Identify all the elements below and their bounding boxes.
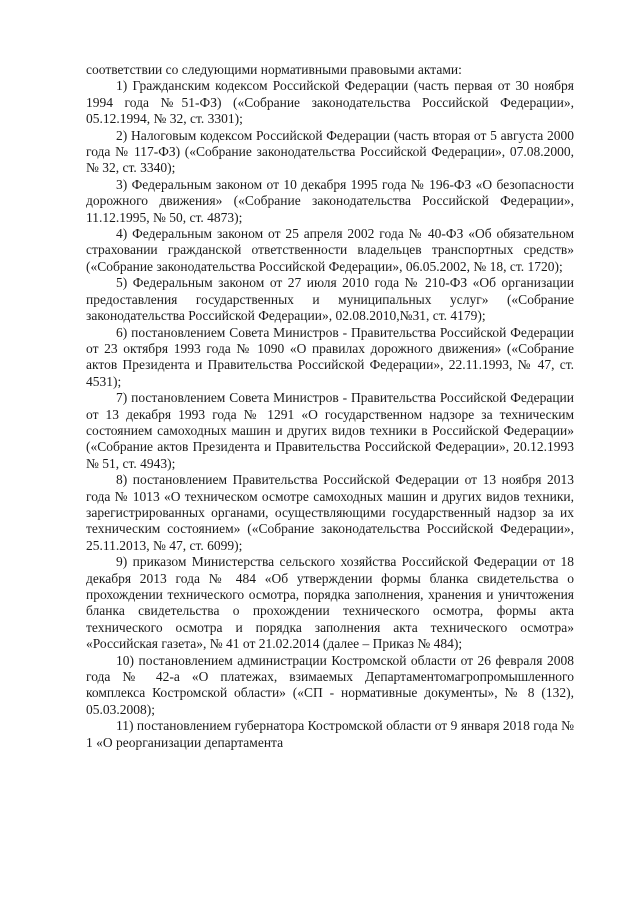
list-item-1: 1) Гражданским кодексом Российской Федерации (часть первая от 30 ноября 1994 года №51-ФЗ) («Собрание законодательства Российской Федерации», 05.12.1994, № 32, ст. 3301);: [86, 78, 574, 127]
list-item-11: 11) постановлением губернатора Костромской области от 9 января 2018 года № 1 «О реорганизации департамента: [86, 718, 574, 750]
list-item-8: 8) постановлением Правительства Российской Федерации от 13 ноября 2013 года № 1013 «О техническом осмотре самоходных машин и других видов техники, зарегистрированных органами, осуществляющими государственный надзор за их техническим состоянием» («Собрание законодательства Российской Федерации», 25.11.2013, № 47, ст. 6099);: [86, 472, 574, 553]
list-item-3: 3) Федеральным законом от 10 декабря 1995 года № 196-ФЗ «О безопасности дорожного движения» («Собрание законодательства Российской Федерации», 11.12.1995, № 50, ст. 4873);: [86, 176, 574, 225]
list-item-7: 7) постановлением Совета Министров - Правительства Российской Федерации от 13 декабря 1993 года № 1291 «О государственном надзоре за техническим состоянием самоходных машин и других видов техники в Российской Федерации» («Собрание актов Президента и Правительства Российской Федерации», 20.12.1993 № 51, ст. 4943);: [86, 390, 574, 471]
list-item-2: 2) Налоговым кодексом Российской Федерации (часть вторая от 5 августа 2000 года № 117-ФЗ) («Собрание законодательства Российской Федерации», 07.08.2000, № 32, ст. 3340);: [86, 127, 574, 176]
document-intro: соответствии со следующими нормативными правовыми актами:: [86, 62, 462, 77]
list-item-10: 10) постановлением администрации Костромской области от 26 февраля 2008 года № 42-а «О платежах, взимаемых Департаментомагропромышленного комплекса Костромской области» («СП - нормативные документы», № 8 (132), 05.03.2008);: [86, 652, 574, 717]
list-item-9: 9) приказом Министерства сельского хозяйства Российской Федерации от 18 декабря 2013 года № 484 «Об утверждении формы бланка свидетельства о прохождении технического осмотра, порядка заполнения, хранения и уничтожения бланка свидетельства о прохождении технического осмотра, формы акта технического осмотра и порядка заполнения акта технического осмотра» «Российская газета», № 41 от 21.02.2014 (далее – Приказ № 484);: [86, 554, 574, 652]
list-item-5: 5) Федеральным законом от 27 июля 2010 года № 210-ФЗ «Об организации предоставления государственных и муниципальных услуг» («Собрание законодательства Российской Федерации», 02.08.2010,№31, ст. 4179);: [86, 275, 574, 324]
list-item-4: 4) Федеральным законом от 25 апреля 2002 года № 40-ФЗ «Об обязательном страховании гражданской ответственности владельцев транспортных средств» («Собрание законодательства Российской Федерации», 06.05.2002, № 18, ст. 1720);: [86, 226, 574, 274]
list-item-6: 6) постановлением Совета Министров - Правительства Российской Федерации от 23 октября 1993 года № 1090 «О правилах дорожного движения» («Собрание актов Президента и Правительства Российской Федерации», 22.11.1993, № 47, ст. 4531);: [86, 324, 574, 389]
document-page: [86, 62, 574, 751]
